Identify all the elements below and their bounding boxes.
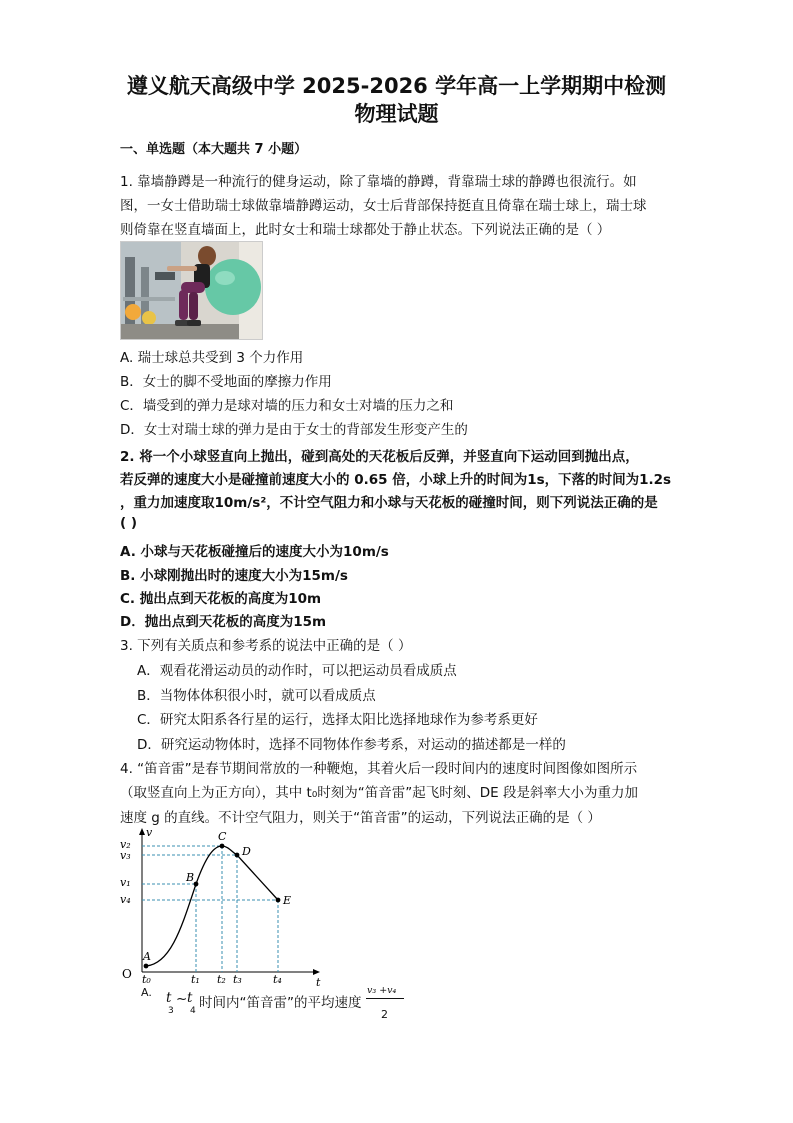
v-axis-label: v <box>146 826 153 839</box>
q2-stem-line1: 2. 将一个小球竖直向上抛出，碰到高处的天花板后反弹，并竖直向下运动回到抛出点， <box>120 449 639 465</box>
t-axis-arrow <box>313 969 320 975</box>
q4-option-a-text: 时间内“笛音雷”的平均速度 <box>199 995 362 1011</box>
q1-stem-line3: 则倚靠在竖直墙面上，此时女士和瑞士球都处于静止状态。下列说法正确的是（ ） <box>120 222 611 238</box>
q4-stem-line3: 速度 g 的直线。不计空气阻力，则关于“笛音雷”的运动，下列说法正确的是（ ） <box>120 810 601 826</box>
q1-stem-line1: 1. 靠墙静蹲是一种流行的健身运动，除了靠墙的静蹲，背靠瑞士球的静蹲也很流行。如 <box>120 174 637 190</box>
tick-v3: v₃ <box>120 849 131 862</box>
velocity-curve <box>146 846 278 966</box>
q2-stem-line4: ( ) <box>120 515 138 531</box>
point-c-label: C <box>218 830 227 843</box>
q3-stem: 3. 下列有关质点和参考系的说法中正确的是（ ） <box>120 638 412 654</box>
point-e-label: E <box>283 894 292 907</box>
q3-option-a: A．观看花滑运动员的动作时，可以把运动员看成质点 <box>137 663 457 679</box>
t-axis-label: t <box>316 976 321 988</box>
exam-title: 遵义航天高级中学 2025-2026 学年高一上学期期中检测 <box>126 74 667 98</box>
tick-t4: t₄ <box>273 973 282 986</box>
point-d-label: D <box>242 845 251 858</box>
tick-t1: t₁ <box>191 973 200 986</box>
q4-option-a-denominator: 2 <box>381 1008 388 1021</box>
tick-t3: t₃ <box>233 973 242 986</box>
point-d <box>235 853 240 858</box>
point-b-label: B <box>186 871 195 884</box>
q4-option-a-label: A. <box>141 986 152 999</box>
q2-option-a: A. 小球与天花板碰撞后的速度大小为10m/s <box>120 544 389 560</box>
q4-option-a-sub4: 4 <box>190 1006 196 1016</box>
q4-option-a-fraction-bar <box>366 998 404 999</box>
q4-option-a-sub3: 3 <box>168 1006 174 1016</box>
origin-label: O <box>122 967 132 981</box>
v-axis-arrow <box>139 828 145 835</box>
q1-stem-line2: 图，一女士借助瑞士球做靠墙静蹲运动，女士后背部保持挺直且倚靠在瑞士球上，瑞士球 <box>120 198 647 214</box>
point-e <box>276 898 281 903</box>
q4-option-a-t3: t <box>166 990 172 1006</box>
q1-option-c: C．墙受到的弹力是球对墙的压力和女士对墙的压力之和 <box>120 398 454 414</box>
q1-option-a: A. 瑞士球总共受到 3 个力作用 <box>120 350 304 366</box>
q4-option-a-tilde: ~ <box>176 991 188 1007</box>
q2-option-c: C. 抛出点到天花板的高度为10m <box>120 591 322 607</box>
exam-subtitle: 物理试题 <box>354 102 439 126</box>
q4-stem-line1: 4. “笛音雷”是春节期间常放的一种鞭炮，其着火后一段时间内的速度时间图像如图所示 <box>120 761 638 777</box>
tick-v1: v₁ <box>120 876 131 889</box>
tick-v2: v₂ <box>120 838 131 851</box>
q3-option-c: C．研究太阳系各行星的运行，选择太阳比选择地球作为参考系更好 <box>137 712 538 728</box>
tick-t0: t₀ <box>142 973 151 986</box>
q2-option-d: D．抛出点到天花板的高度为15m <box>120 614 327 630</box>
section-heading: 一、单选题（本大题共 7 小题） <box>120 142 308 157</box>
tick-v4: v₄ <box>120 893 131 906</box>
q2-stem-line2: 若反弹的速度大小是碰撞前速度大小的 0.65 倍，小球上升的时间为1s，下落的时间为1.2s <box>120 472 672 488</box>
point-c <box>220 844 225 849</box>
q1-option-b: B．女士的脚不受地面的摩擦力作用 <box>120 374 332 390</box>
q4-option-a-numerator: v₃ +v₄ <box>367 985 397 996</box>
q3-option-b: B．当物体体积很小时，就可以看成质点 <box>137 688 376 704</box>
q2-stem-line3: ，重力加速度取10m/s²，不计空气阻力和小球与天花板的碰撞时间，则下列说法正确的是 <box>120 495 658 511</box>
q3-option-d: D．研究运动物体时，选择不同物体作参考系，对运动的描述都是一样的 <box>137 737 566 753</box>
velocity-time-graph <box>116 826 336 988</box>
q2-option-b: B. 小球刚抛出时的速度大小为15m/s <box>120 568 348 584</box>
tick-t2: t₂ <box>217 973 226 986</box>
q1-option-d: D．女士对瑞士球的弹力是由于女士的背部发生形变产生的 <box>120 422 468 438</box>
point-a <box>144 964 149 969</box>
point-b <box>194 882 199 887</box>
q4-option-a-t4: t <box>187 990 193 1006</box>
swiss-ball-squat-photo <box>120 241 263 340</box>
point-a-label: A <box>143 950 151 963</box>
q4-stem-line2: （取竖直向上为正方向），其中 t₀时刻为“笛音雷”起飞时刻、DE 段是斜率大小为重力加 <box>120 785 638 801</box>
